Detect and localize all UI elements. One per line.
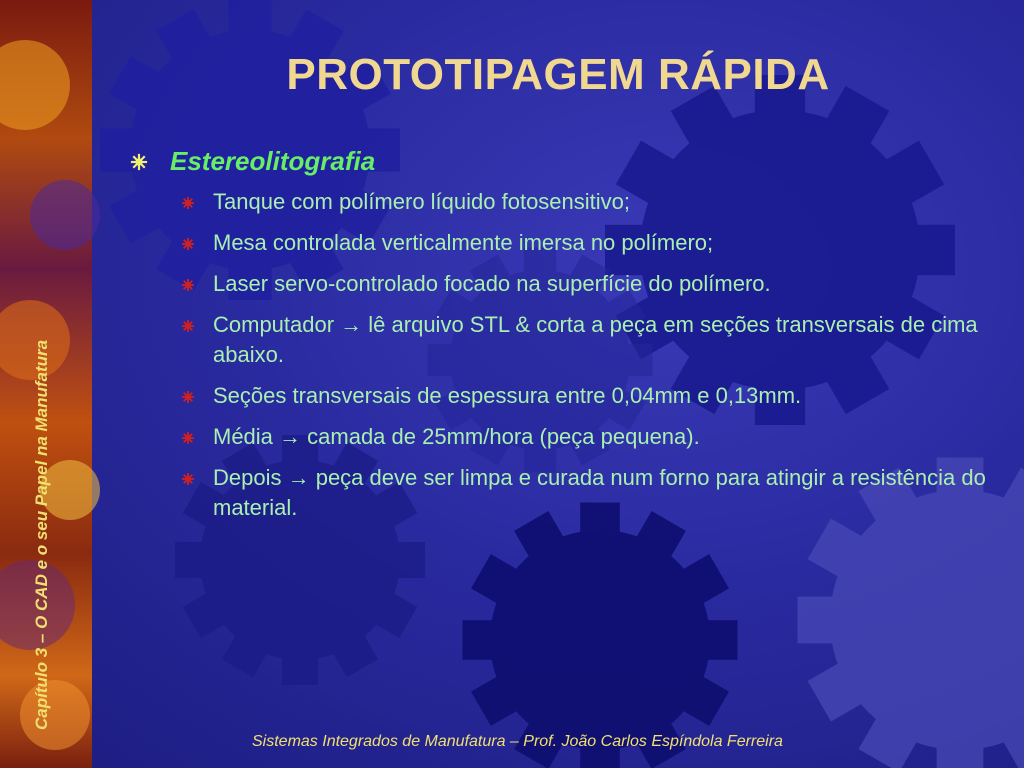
- red-bullet-icon: [182, 238, 194, 250]
- list-item: [182, 228, 1000, 258]
- list-item-text: Depois → peça deve ser limpa e curada num forno para atingir a resistência do material.: [213, 465, 986, 520]
- heading-text: Estereolitografia: [170, 146, 376, 176]
- red-bullet-icon: [182, 279, 194, 291]
- sunburst-bullet-icon: [130, 153, 148, 171]
- heading-item: [130, 146, 1000, 177]
- list-item-text: Tanque com polímero líquido fotosensitivo;: [213, 189, 631, 214]
- list-item-text: Média → camada de 25mm/hora (peça pequena).: [213, 424, 700, 449]
- list-item-text: Mesa controlada verticalmente imersa no polímero;: [213, 230, 714, 255]
- red-bullet-icon: [182, 432, 194, 444]
- list-item-text: Computador → lê arquivo STL & corta a peça em seções transversais de cima abaixo.: [213, 312, 978, 367]
- list-item: [182, 463, 1000, 523]
- slide-content: [130, 146, 1000, 534]
- bullet-list: [130, 187, 1000, 523]
- list-item: [182, 269, 1000, 299]
- list-item: [182, 422, 1000, 452]
- chapter-caption: Capítulo 3 – O CAD e o seu Papel na Manufatura: [32, 339, 51, 730]
- list-item: [182, 187, 1000, 217]
- red-bullet-icon: [182, 473, 194, 485]
- red-bullet-icon: [182, 197, 194, 209]
- list-item-text: Laser servo-controlado focado na superfície do polímero.: [213, 271, 771, 296]
- red-bullet-icon: [182, 391, 194, 403]
- list-item-text: Seções transversais de espessura entre 0,04mm e 0,13mm.: [213, 383, 802, 408]
- red-bullet-icon: [182, 320, 194, 332]
- list-item: [182, 381, 1000, 411]
- list-item: [182, 310, 1000, 370]
- slide-footer: Sistemas Integrados de Manufatura – Prof. João Carlos Espíndola Ferreira: [252, 733, 783, 750]
- slide-title: PROTOTIPAGEM RÁPIDA: [286, 50, 830, 99]
